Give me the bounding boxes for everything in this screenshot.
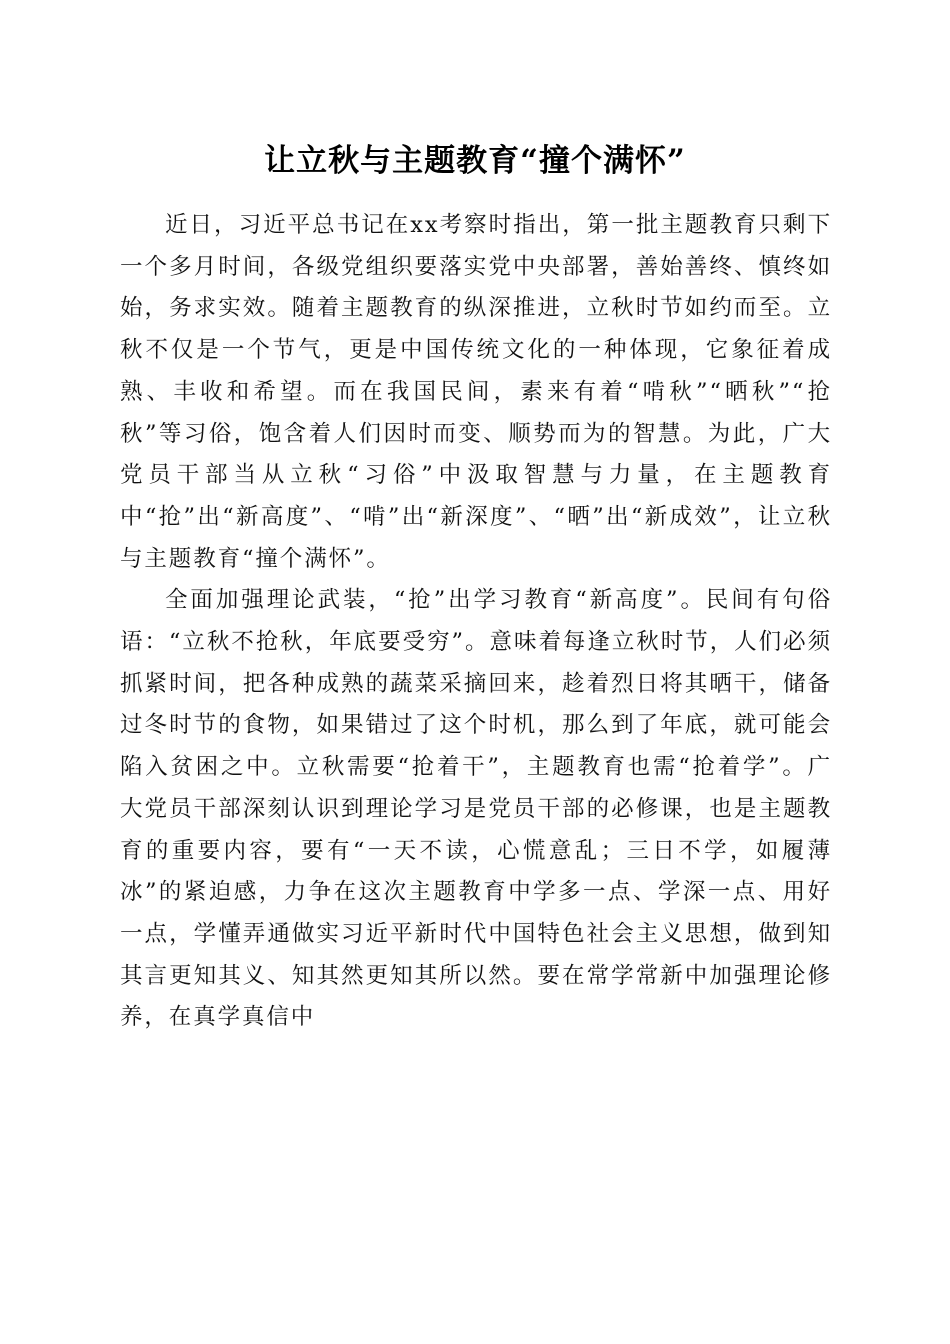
document-body: [120, 205, 832, 1039]
paragraph-2: 全面加强理论武装，“抢”出学习教育“新高度”。民间有句俗语：“立秋不抢秋，年底要受穷”。意味着每逢立秋时节，人们必须抓紧时间，把各种成熟的蔬菜采摘回来，趁着烈日将其晒干，储备过冬时节的食物，如果错过了这个时机，那么到了年底，就可能会陷入贫困之中。立秋需要“抢着干”，主题教育也需“抢着学”。广大党员干部深刻认识到理论学习是党员干部的必修课，也是主题教育的重要内容，要有“一天不读，心慌意乱；三日不学，如履薄冰”的紧迫感，力争在这次主题教育中学多一点、学深一点、用好一点，学懂弄通做实习近平新时代中国特色社会主义思想，做到知其言更知其义、知其然更知其所以然。要在常学常新中加强理论修养，在真学真信中: [120, 587, 832, 1031]
paragraph-1: 近日，习近平总书记在xx考察时指出，第一批主题教育只剩下一个多月时间，各级党组织要落实党中央部署，善始善终、慎终如始，务求实效。随着主题教育的纵深推进，立秋时节如约而至。立秋不仅是一个节气，更是中国传统文化的一种体现，它象征着成熟、丰收和希望。而在我国民间，素来有着“啃秋”“晒秋”“抢秋”等习俗，饱含着人们因时而变、顺势而为的智慧。为此，广大党员干部当从立秋“习俗”中汲取智慧与力量，在主题教育中“抢”出“新高度”、“啃”出“新深度”、“晒”出“新成效”，让立秋与主题教育“撞个满怀”。: [120, 212, 832, 572]
document-title: 让立秋与主题教育“撞个满怀”: [264, 143, 686, 179]
